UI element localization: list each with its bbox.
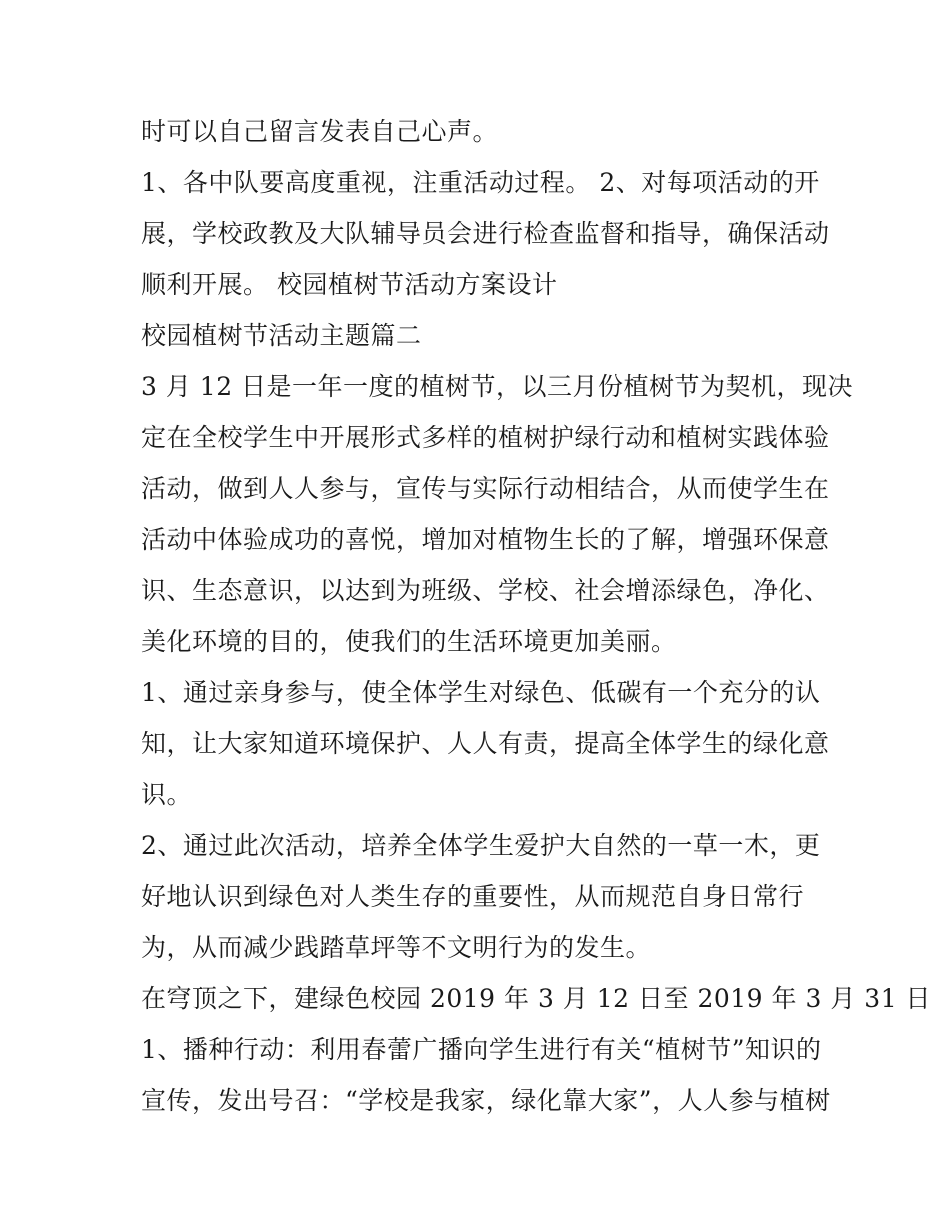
text-line: 活动中体验成功的喜悦，增加对植物生长的了解，增强环保意 [141,525,830,554]
text-line: 时可以自己留言发表自己心声。 [141,117,499,146]
text-line: 识。 [141,780,193,809]
text-line: 活动，做到人人参与，宣传与实际行动相结合，从而使学生在 [141,474,830,503]
text-line: 宣传，发出号召：“学校是我家，绿化靠大家”，人人参与植树 [141,1086,831,1115]
text-line: 在穹顶之下，建绿色校园 2019 年 3 月 12 日至 2019 年 3 月 31 日 [141,984,932,1013]
text-line: 2、通过此次活动，培养全体学生爱护大自然的一草一木，更 [141,831,821,860]
text-line: 识、生态意识，以达到为班级、学校、社会增添绿色，净化、 [141,576,830,605]
text-line: 美化环境的目的，使我们的生活环境更加美丽。 [141,627,677,656]
text-line: 3 月 12 日是一年一度的植树节，以三月份植树节为契机，现决 [141,372,854,401]
text-line: 为，从而减少践踏草坪等不文明行为的发生。 [141,933,652,962]
text-line: 知，让大家知道环境保护、人人有责，提高全体学生的绿化意 [141,729,830,758]
section-heading: 校园植树节活动主题篇二 [141,321,422,350]
text-line: 1、通过亲身参与，使全体学生对绿色、低碳有一个充分的认 [141,678,821,707]
text-line: 1、各中队要高度重视，注重活动过程。 2、对每项活动的开 [141,168,820,197]
text-line: 顺利开展。 校园植树节活动方案设计 [141,270,558,299]
text-line: 1、播种行动：利用春蕾广播向学生进行有关“植树节”知识的 [141,1035,822,1064]
document-body [141,106,932,1126]
text-line: 展，学校政教及大队辅导员会进行检查监督和指导，确保活动 [141,219,830,248]
text-line: 好地认识到绿色对人类生存的重要性，从而规范自身日常行 [141,882,805,911]
text-line: 定在全校学生中开展形式多样的植树护绿行动和植树实践体验 [141,423,830,452]
